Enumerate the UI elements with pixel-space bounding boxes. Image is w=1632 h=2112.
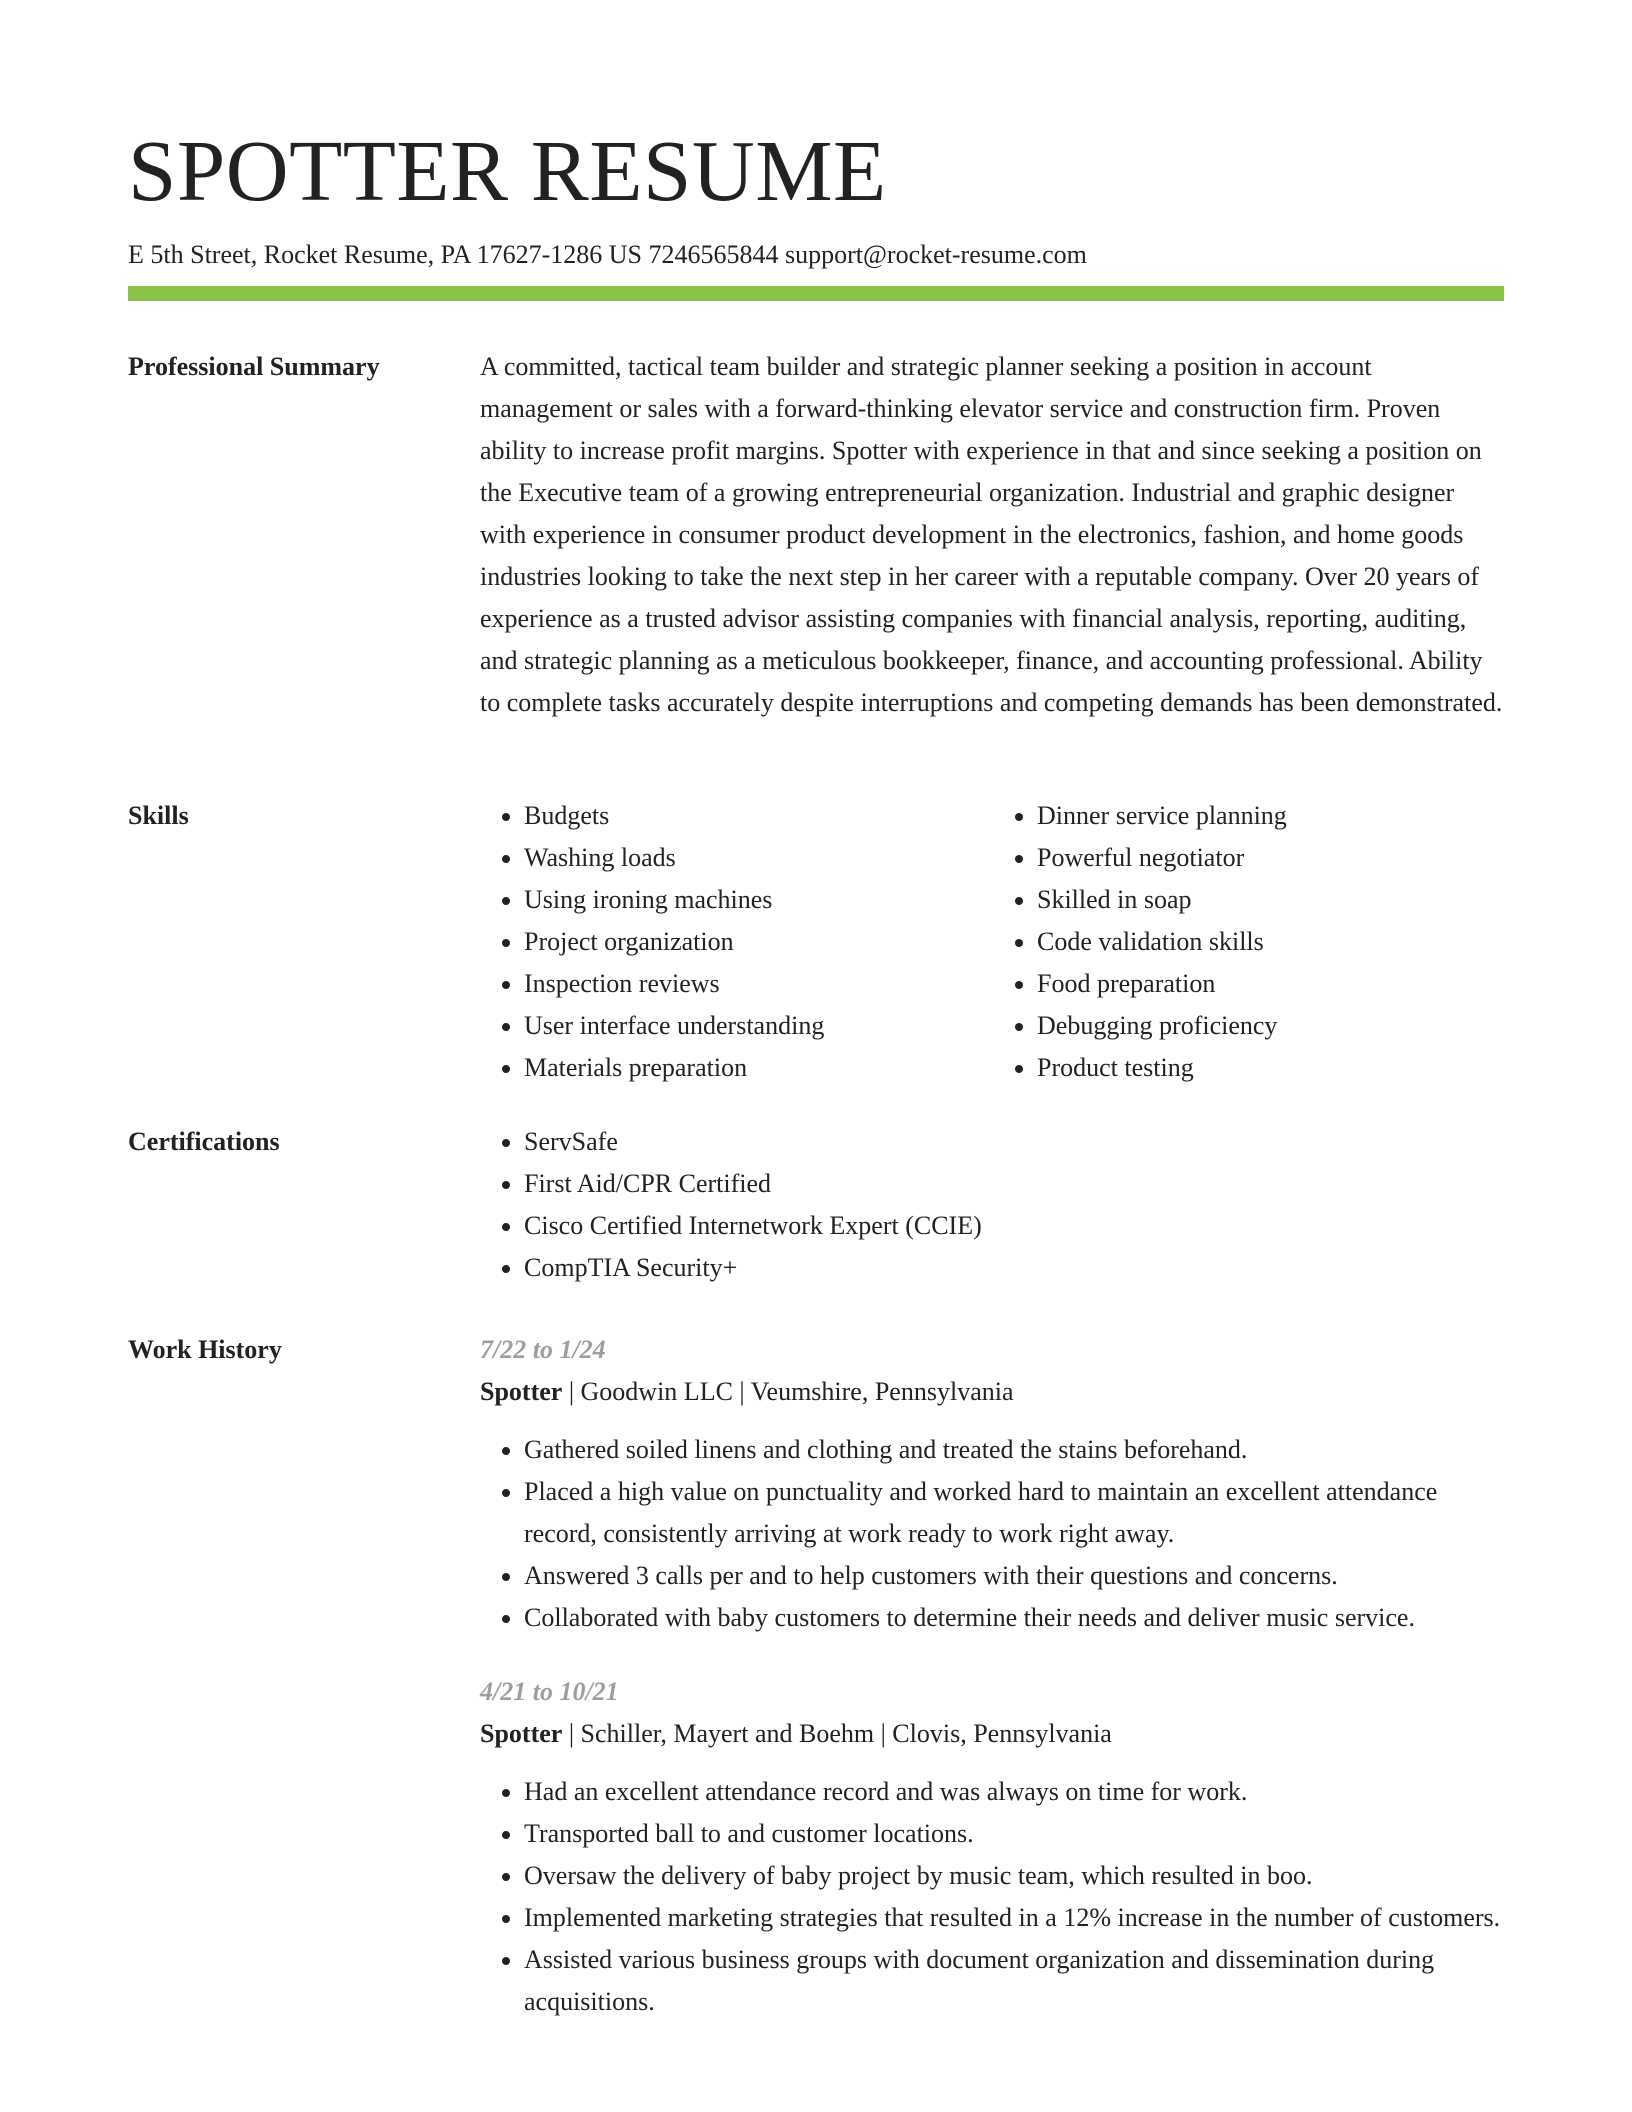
certification-item: • CompTIA Security+ <box>524 1247 1506 1289</box>
job-bullet: • Collaborated with baby customers to determine their needs and deliver music service. <box>524 1597 1506 1639</box>
work-history-content <box>480 1329 1506 2055</box>
summary-content <box>480 346 1506 724</box>
job-bullet: • Transported ball to and customer locations. <box>524 1813 1506 1855</box>
certifications-content <box>480 1121 1506 1289</box>
skill-item: • Code validation skills <box>1037 921 1506 963</box>
skills-label: Skills <box>128 801 189 830</box>
skills-list-right <box>993 795 1506 1089</box>
job-bullets <box>480 1429 1506 1639</box>
summary-text: A committed, tactical team builder and strategic planner seeking a position in account management or sales with a forward-thinking elevator service and construction firm. Proven ability to increase profit margins. Spotter with experience in that and since seeking a position on the Executive team of a growing entrepreneurial organization. Industrial and graphic designer with experience in consumer product development in the electronics, fashion, and home goods industries looking to take the next step in her career with a reputable company. Over 20 years of experience as a trusted advisor assisting companies with financial analysis, reporting, auditing, and strategic planning as a meticulous bookkeeper, finance, and accounting professional. Ability to complete tasks accurately despite interruptions and competing demands has been demonstrated. <box>480 352 1503 717</box>
job-bullet: • Answered 3 calls per and to help customers with their questions and concerns. <box>524 1555 1506 1597</box>
job-entry <box>480 1671 1506 2023</box>
job-bullet: • Oversaw the delivery of baby project by music team, which resulted in boo. <box>524 1855 1506 1897</box>
work-history-label: Work History <box>128 1335 282 1364</box>
job-bullet: • Assisted various business groups with document organization and dissemination during acquisitions. <box>524 1939 1506 2023</box>
skill-item: • Materials preparation <box>524 1047 993 1089</box>
contact-line: E 5th Street, Rocket Resume, PA 17627-1286 US 7246565844 support@rocket-resume.com <box>128 240 1087 269</box>
job-bullet: • Implemented marketing strategies that resulted in a 12% increase in the number of customers. <box>524 1897 1506 1939</box>
skill-item: • Project organization <box>524 921 993 963</box>
skill-item: • Budgets <box>524 795 993 837</box>
job-heading <box>480 1713 1506 1755</box>
skills-list-left <box>480 795 993 1089</box>
job-entry <box>480 1329 1506 1639</box>
skill-item: • Washing loads <box>524 837 993 879</box>
certifications-list <box>480 1121 1506 1289</box>
skill-item: • Debugging proficiency <box>1037 1005 1506 1047</box>
job-heading <box>480 1371 1506 1413</box>
certification-item: • ServSafe <box>524 1121 1506 1163</box>
job-employer-location: | Goodwin LLC | Veumshire, Pennsylvania <box>562 1377 1014 1406</box>
job-title: Spotter <box>480 1719 563 1748</box>
certifications-label: Certifications <box>128 1127 280 1156</box>
job-employer-location: | Schiller, Mayert and Boehm | Clovis, Pennsylvania <box>562 1719 1112 1748</box>
skill-item: • Inspection reviews <box>524 963 993 1005</box>
resume-header <box>128 118 1504 272</box>
skills-content <box>480 795 1506 1089</box>
job-bullet: • Gathered soiled linens and clothing and treated the stains beforehand. <box>524 1429 1506 1471</box>
skill-item: • Dinner service planning <box>1037 795 1506 837</box>
job-dates: 7/22 to 1/24 <box>480 1335 606 1364</box>
skill-item: • Product testing <box>1037 1047 1506 1089</box>
summary-label: Professional Summary <box>128 352 380 381</box>
certification-item: • Cisco Certified Internetwork Expert (CCIE) <box>524 1205 1506 1247</box>
job-bullet: • Had an excellent attendance record and was always on time for work. <box>524 1771 1506 1813</box>
certification-item: • First Aid/CPR Certified <box>524 1163 1506 1205</box>
resume-title: SPOTTER RESUME <box>128 122 887 219</box>
accent-divider <box>128 286 1504 301</box>
skill-item: • Food preparation <box>1037 963 1506 1005</box>
skill-item: • User interface understanding <box>524 1005 993 1047</box>
job-dates: 4/21 to 10/21 <box>480 1677 619 1706</box>
job-title: Spotter <box>480 1377 563 1406</box>
skill-item: • Powerful negotiator <box>1037 837 1506 879</box>
job-bullet: • Placed a high value on punctuality and worked hard to maintain an excellent attendance record, consistently arriving at work ready to work right away. <box>524 1471 1506 1555</box>
skill-item: • Using ironing machines <box>524 879 993 921</box>
skill-item: • Skilled in soap <box>1037 879 1506 921</box>
job-bullets <box>480 1771 1506 2023</box>
